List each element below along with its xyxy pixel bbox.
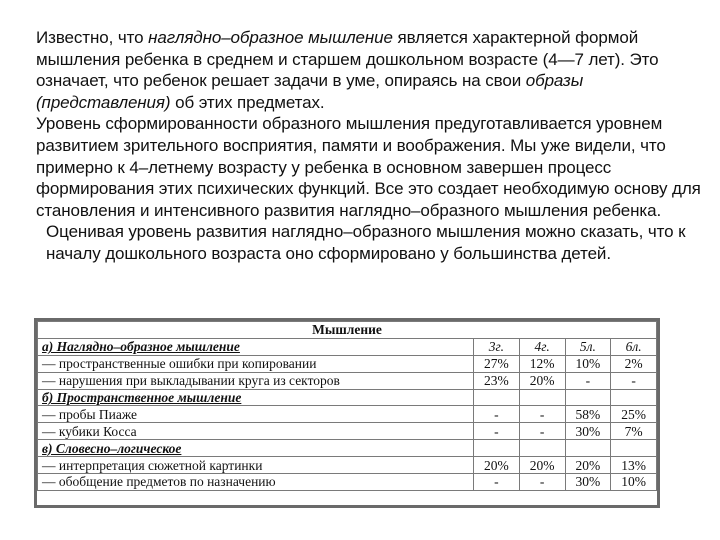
cell-value: - <box>474 474 520 491</box>
cell-value: 25% <box>611 406 657 423</box>
table-row <box>38 457 657 474</box>
row-label: — нарушения при выкладывании круга из секторов <box>38 372 474 389</box>
table-title: Мышление <box>38 322 657 339</box>
paragraph-3: Оценивая уровень развития наглядно–образного мышления можно сказать, что к началу дошкольного возраста оно сформировано у большинства детей. <box>46 222 686 263</box>
p1-italic-term: наглядно–образное мышление <box>148 28 393 47</box>
thinking-table <box>34 318 660 508</box>
cell-value: 30% <box>565 423 611 440</box>
paragraph-2: Уровень сформированности образного мышления предуготавливается уровнем развитием зрительного восприятия, памяти и воображения. Мы уже видели, что примерно к 4–летнему возрасту у ребенка в основном завершен процесс формирования этих психических функций. Все это создает необходимую основу для становления и интенсивного развития наглядно–образного мышления ребенка. <box>36 114 701 220</box>
cell-value: - <box>519 474 565 491</box>
cell-value: 20% <box>565 457 611 474</box>
cell-value: 7% <box>611 423 657 440</box>
cell-value: 20% <box>519 457 565 474</box>
section-heading: б) Пространственное мышление <box>38 389 474 406</box>
cell-value: 23% <box>474 372 520 389</box>
cell-value: - <box>565 372 611 389</box>
cell-value: 10% <box>565 355 611 372</box>
cell-value: 58% <box>565 406 611 423</box>
table-row <box>38 355 657 372</box>
table-row <box>38 406 657 423</box>
cell-value: 12% <box>519 355 565 372</box>
column-header: 6л. <box>611 338 657 355</box>
row-label: — обобщение предметов по назначению <box>38 474 474 491</box>
row-label: — кубики Косса <box>38 423 474 440</box>
cell-value: - <box>611 372 657 389</box>
body-text <box>18 27 708 265</box>
table-row <box>38 423 657 440</box>
cell-value: 20% <box>474 457 520 474</box>
cell-value: 10% <box>611 474 657 491</box>
cell-value: - <box>519 423 565 440</box>
p1-text-middle: является характерной формой мышления ребенка в среднем и старшем дошкольном возрасте (4—7 лет). Это означает, что ребенок решает задачи в уме, опираясь на свои <box>36 28 659 91</box>
cell-value: 27% <box>474 355 520 372</box>
p1-text-start: Известно, что <box>36 28 149 47</box>
section-heading: а) Наглядно–образное мышление <box>38 338 474 355</box>
cell-value: 13% <box>611 457 657 474</box>
section-heading: в) Словесно–логическое <box>38 440 474 457</box>
column-header: 5л. <box>565 338 611 355</box>
row-label: — интерпретация сюжетной картинки <box>38 457 474 474</box>
cell-value: - <box>519 406 565 423</box>
cell-value: 2% <box>611 355 657 372</box>
paragraph-1 <box>18 27 708 113</box>
cell-value: - <box>474 406 520 423</box>
column-header: 4г. <box>519 338 565 355</box>
p1-text-end: об этих предметах. <box>170 92 325 112</box>
table-row <box>38 372 657 389</box>
row-label: — пробы Пиаже <box>38 406 474 423</box>
table-row <box>38 474 657 491</box>
cell-value: 30% <box>565 474 611 491</box>
cell-value: 20% <box>519 372 565 389</box>
p1-italic-term-2: образы (представления) <box>36 71 584 112</box>
cell-value: - <box>474 423 520 440</box>
row-label: — пространственные ошибки при копировании <box>38 355 474 372</box>
column-header: 3г. <box>474 338 520 355</box>
